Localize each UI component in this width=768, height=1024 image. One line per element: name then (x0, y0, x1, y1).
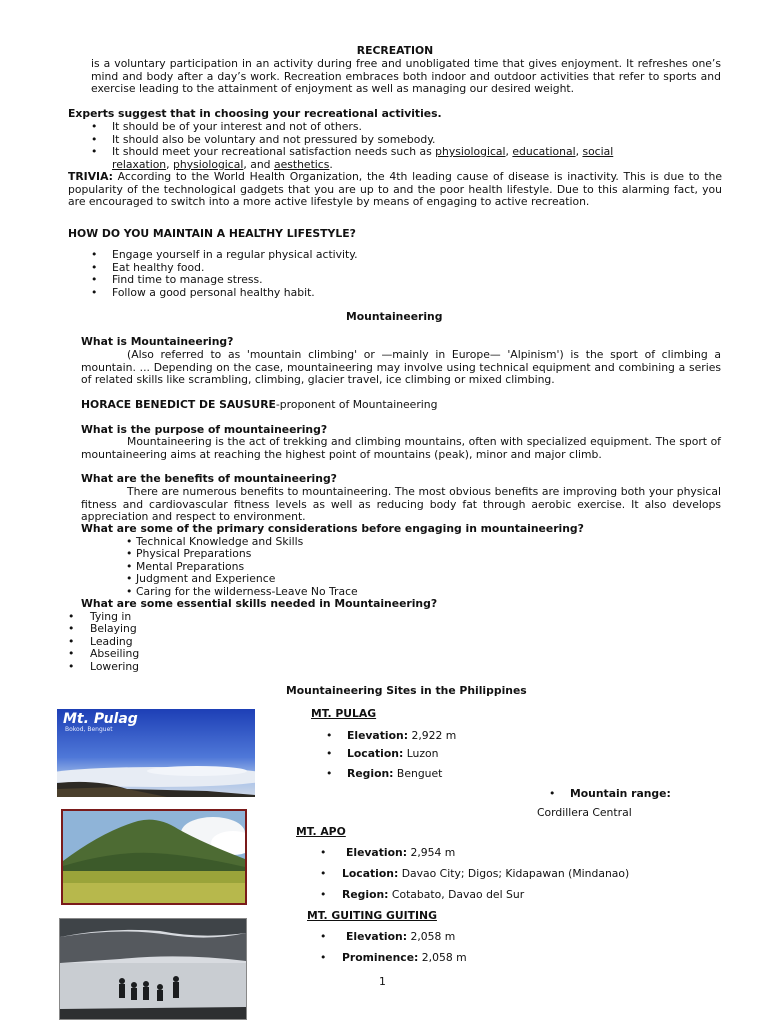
list-item (126, 548, 251, 561)
bullet-icon: • (320, 846, 327, 859)
bullet-icon: • (68, 647, 75, 660)
bullet-icon: • (320, 867, 327, 880)
mt-pulag-photo (57, 709, 255, 797)
bullet-icon: • (91, 145, 98, 158)
bullet-icon: • (320, 930, 327, 943)
list-item-text: It should also be voluntary and not pressured by somebody. (112, 133, 436, 146)
answer-text: Mountaineering is the act of trekking and climbing mountains, often with specialized equipment. The sport of mountaineering aims at reaching the highest point of mountains (peak), minor and major climb. (81, 435, 721, 461)
proponent-name: HORACE BENEDICT DE SAUSURE (81, 398, 276, 411)
list-item (91, 121, 362, 134)
bullet-icon: • (68, 660, 75, 673)
bullet-icon: • (126, 572, 133, 585)
bullet-icon: • (126, 585, 133, 598)
list-item-text: Leading (90, 635, 133, 648)
bullet-icon: • (126, 547, 133, 560)
list-item-text: Caring for the wilderness-Leave No Trace (136, 585, 358, 598)
need-link: physiological (173, 157, 244, 171)
question-heading: What are some of the primary considerations before engaging in mountaineering? (81, 522, 584, 535)
list-item-text: Lowering (90, 660, 140, 673)
bullet-icon: • (126, 535, 133, 548)
list-item-text: Abseiling (90, 647, 140, 660)
site-name: MT. GUITING GUITING (307, 909, 437, 922)
list-item: • Location: Luzon (326, 747, 439, 760)
question-heading: What is the purpose of mountaineering? (81, 423, 328, 436)
bullet-icon: • (126, 560, 133, 573)
trivia-label: TRIVIA: (68, 170, 113, 183)
mt-apo-photo (61, 809, 247, 905)
list-item-text: It should meet your recreational satisfaction needs such as physiological, educational, social relaxation, physiological, and aesthetics. (112, 145, 614, 171)
photo-title: Mt. Pulag (63, 711, 138, 727)
bullet-icon: • (320, 888, 327, 901)
list-item-text: Belaying (90, 622, 137, 635)
question-heading: What are some essential skills needed in Mountaineering? (81, 597, 438, 610)
list-item: • Region: Cotabato, Davao del Sur (320, 888, 525, 901)
question-heading: What are the benefits of mountaineering? (81, 472, 337, 485)
list-item-text: Find time to manage stress. (112, 273, 263, 286)
bullet-icon: • (326, 747, 333, 760)
healthy-heading: HOW DO YOU MAINTAIN A HEALTHY LIFESTYLE? (68, 227, 356, 240)
list-item (91, 146, 691, 171)
bullet-icon: • (68, 635, 75, 648)
page-number: 1 (379, 975, 386, 988)
list-item-text: Technical Knowledge and Skills (136, 535, 304, 548)
recreation-title: RECREATION (356, 44, 434, 57)
experts-heading: Experts suggest that in choosing your recreational activities. (68, 107, 442, 120)
list-item: • Mountain range: (549, 787, 671, 800)
bullet-icon: • (91, 248, 98, 261)
list-item-text: Tying in (90, 610, 132, 623)
bullet-icon: • (91, 261, 98, 274)
list-item (91, 249, 358, 262)
bullet-icon: • (326, 767, 333, 780)
trivia (68, 171, 722, 209)
need-link: physiological (435, 145, 506, 158)
bullet-icon: • (326, 729, 333, 742)
list-item-text: Engage yourself in a regular physical activity. (112, 248, 358, 261)
list-item-text: Mental Preparations (136, 560, 245, 573)
need-link: social (582, 145, 614, 158)
bullet-icon: • (68, 622, 75, 635)
need-link: educational (512, 145, 576, 158)
list-item-text: Eat healthy food. (112, 261, 205, 274)
list-item: • Elevation: 2,954 m (320, 846, 456, 859)
list-item: • Elevation: 2,058 m (320, 930, 456, 943)
bullet-icon: • (91, 273, 98, 286)
list-item-text: Judgment and Experience (136, 572, 276, 585)
list-item (91, 274, 263, 287)
site-name: MT. APO (296, 825, 346, 838)
question-heading: What is Mountaineering? (81, 335, 234, 348)
list-item (68, 661, 139, 674)
trivia-text: According to the World Health Organization, the 4th leading cause of disease is inactivity. This is due to the popularity of the technological gadgets that you are up to and the poor health lifestyle. Due to this alarming fact, you are encouraged to switch into a more active lifestyle by means of engaging to active recreation. (68, 170, 722, 209)
recreation-intro: is a voluntary participation in an activity during free and unobligated time that gives enjoyment. It refreshes one’s mind and body after a day’s work. Recreation embraces both indoor and outdoor activities that refer to sports and exercise leading to the attainment of enjoyment as well as managing our desired weight. (91, 57, 721, 96)
list-item: • Location: Davao City; Digos; Kidapawan (Mindanao) (320, 867, 630, 880)
need-link: relaxation (112, 157, 167, 171)
list-item (68, 623, 137, 636)
proponent-text: -proponent of Mountaineering (275, 398, 438, 411)
list-item (126, 573, 275, 586)
bullet-icon: • (91, 133, 98, 146)
list-item: • Region: Benguet (326, 767, 443, 780)
bullet-icon: • (91, 120, 98, 133)
mt-guiting-guiting-photo (59, 918, 247, 1020)
list-item: • Prominence: 2,058 m (320, 951, 467, 964)
answer-text: There are numerous benefits to mountaineering. The most obvious benefits are improving both your physical fitness and cardiovascular fitness levels as well as reducing body fat through aerobic exercise. It also develops appreciation and respect to environment. (81, 485, 721, 524)
list-item-text: Follow a good personal healthy habit. (112, 286, 315, 299)
sites-heading: Mountaineering Sites in the Philippines (286, 684, 527, 697)
site-name: MT. PULAG (311, 707, 377, 720)
list-item-text: It should be of your interest and not of others. (112, 120, 362, 133)
bullet-icon: • (68, 610, 75, 623)
proponent (81, 399, 437, 412)
list-item-text: Physical Preparations (136, 547, 252, 560)
list-item: • Elevation: 2,922 m (326, 729, 457, 742)
bullet-icon: • (320, 951, 327, 964)
list-item (68, 648, 139, 661)
answer-text: (Also referred to as 'mountain climbing' or —mainly in Europe— 'Alpinism') is the sport of climbing a mountain. ... Depending on the case, mountaineering may involve using technical equipment and combining a series of related skills like scrambling, climbing, glacier travel, ice climbing or mixed climbing. (81, 348, 721, 387)
bullet-icon: • (549, 787, 556, 800)
mountaineering-title: Mountaineering (346, 310, 443, 323)
mountain-range-value: Cordillera Central (537, 806, 632, 819)
list-item (91, 287, 315, 300)
need-link: aesthetics (273, 157, 330, 171)
bullet-icon: • (91, 286, 98, 299)
photo-subtitle: Bokod, Benguet (65, 726, 113, 733)
